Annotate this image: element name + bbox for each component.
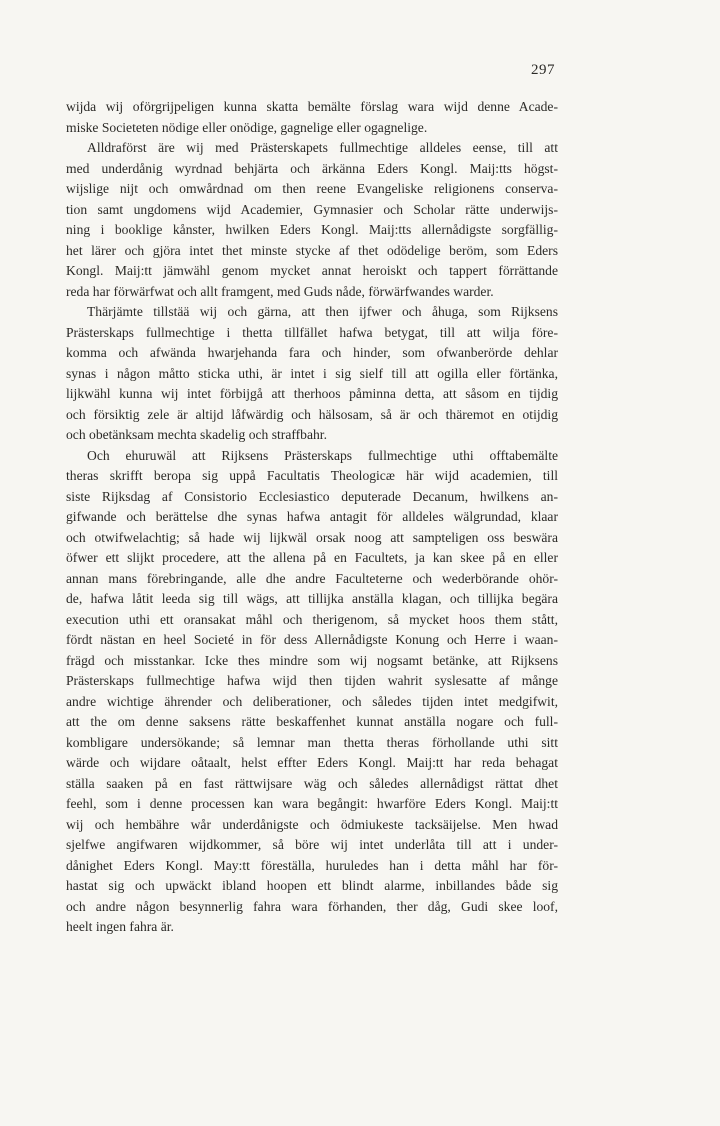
- text-line: Thärjämte tillstää wij och gärna, att then ijfwer och åhuga, som Rijksens: [87, 304, 558, 319]
- text-line: het lärer och gjöra intet thet minste stycke af thet odödelige beröm, som Eders: [66, 242, 558, 258]
- text-line: de, hafwa låtit leeda sig till wägs, att tillijka anställa klagan, och tillijka begära: [66, 591, 558, 606]
- text-line: heelt ingen fahra är.: [66, 919, 174, 934]
- text-line: tion samt ungdomens wijd Academier, Gymnasier och Scholar rätte underwijs-: [66, 201, 558, 217]
- text-line: annan mans förebringande, alle dhe andre Faculteterne och wederbörande ohör-: [66, 570, 558, 586]
- page-number: 297: [531, 62, 555, 78]
- text-line: komma och afwända hwarjehanda fara och hinder, som ofwanberörde dehlar: [66, 345, 558, 360]
- text-line: och andre någon besynnerlig fahra wara förhanden, ther dåg, Gudi skee loof,: [66, 898, 558, 914]
- text-line: theras skrifft beropa sig uppå Facultatis Theologicæ här wijd academien, till: [66, 468, 558, 483]
- text-line: kombligare undersökande; så lemnar man thetta theras förhollande uthi sitt: [66, 734, 558, 750]
- text-line: wijslige nijt och omwårdnad om then reene Evangeliske religionens conserva-: [66, 181, 558, 196]
- body-text: [66, 97, 558, 938]
- text-line: att the om denne saksens rätte beskaffenhet kunnat anställa nogare och full-: [66, 714, 558, 729]
- text-line: miske Societeten nödige eller onödige, gagnelige eller ogagnelige.: [66, 119, 428, 135]
- text-line: wijda wij oförgrijpeligen kunna skatta bemälte förslag wara wijd denne Acade-: [66, 99, 558, 114]
- text-line: feehl, som i denne processen kan wara begångit: hwarföre Eders Kongl. Maij:tt: [66, 796, 558, 811]
- text-line: Prästerskaps fullmechtige i thetta tillfället hafwa betygat, till att wilja före-: [66, 324, 558, 340]
- text-line: wärde och wijdare oåtaalt, helst effter Eders Kongl. Maij:tt har reda behagat: [66, 755, 558, 770]
- text-line: Prästerskaps fullmechtige hafwa wijd then tijden wahrit syslesatte af månge: [66, 673, 558, 688]
- text-line: hastat sig och upwäckt ibland hoopen ett blindt alarme, inbillandes både sig: [66, 878, 558, 893]
- text-line: ning i booklige kånster, hwilken Eders Kongl. Maij:tts allernådigste sorgfällig-: [66, 222, 558, 237]
- text-line: och obetänksam mechta skadelig och straffbahr.: [66, 427, 327, 442]
- text-line: andre wichtige ährender och deliberationer, och således tijden intet medgifwit,: [66, 693, 558, 709]
- text-line: execution uthi ett oransakat måhl och therigenom, så mycket hoos them stått,: [66, 611, 558, 627]
- text-line: reda har förwärfwat och allt framgent, med Guds nåde, förwärfwandes warder.: [66, 283, 494, 299]
- text-line: och otwifwelachtig; så hade wij lijkwäl orsak noog att sampteligen oss beswära: [66, 529, 558, 545]
- text-line: gifwande och berättelse dhe synas hafwa antagit för alldeles wälgrundad, klaar: [66, 509, 558, 524]
- text-line: Och ehuruwäl att Rijksens Prästerskaps fullmechtige uthi offtabemälte: [87, 447, 558, 463]
- text-line: sjelfwe angifwaren wijdkommer, så böre wij intet underlåta till att i under-: [66, 837, 558, 852]
- text-line: öfwer ett slijkt procedere, att the allena på en Facultets, ja kan skee på en eller: [66, 550, 558, 565]
- text-line: ställa saaken på en fast rättwijsare wäg och således allernådigst rättat dhet: [66, 775, 558, 791]
- text-line: dånighet Eders Kongl. May:tt föreställa, huruledes han i detta måhl har för-: [66, 857, 558, 873]
- text-line: Kongl. Maij:tt jämwähl genom mycket annat heroiskt och tappert förrättande: [66, 263, 558, 278]
- text-line: synas i någon måtto sticka uthi, är intet i sig sielf till att ogilla eller förtänka,: [66, 365, 558, 381]
- text-line: siste Rijksdag af Consistorio Ecclesiastico deputerade Decanum, hwilkens an-: [66, 488, 558, 504]
- text-line: och försiktig zele är altijd låfwärdig och hälsosam, så är och thäremot en otijdig: [66, 406, 558, 422]
- text-line: lijkwähl kunna wij intet förbijgå att therhoos påminna detta, att såsom en tijdig: [66, 386, 558, 401]
- text-line: frägd och misstankar. Icke thes mindre som wij nogsamt betänke, att Rijksens: [66, 652, 558, 668]
- text-line: wij och hembähre wår underdånigste och ödmiukeste tacksäijelse. Men hwad: [66, 816, 558, 832]
- text-line: Alldraförst äre wij med Prästerskapets fullmechtige alldeles eense, till att: [87, 140, 558, 155]
- text-line: fördt nästan en heel Societé in för dess Allernådigste Konung och Herre i waan-: [66, 632, 558, 647]
- text-line: med underdånig wyrdnad behjärta och ärkänna Eders Kongl. Maij:tts högst-: [66, 160, 558, 176]
